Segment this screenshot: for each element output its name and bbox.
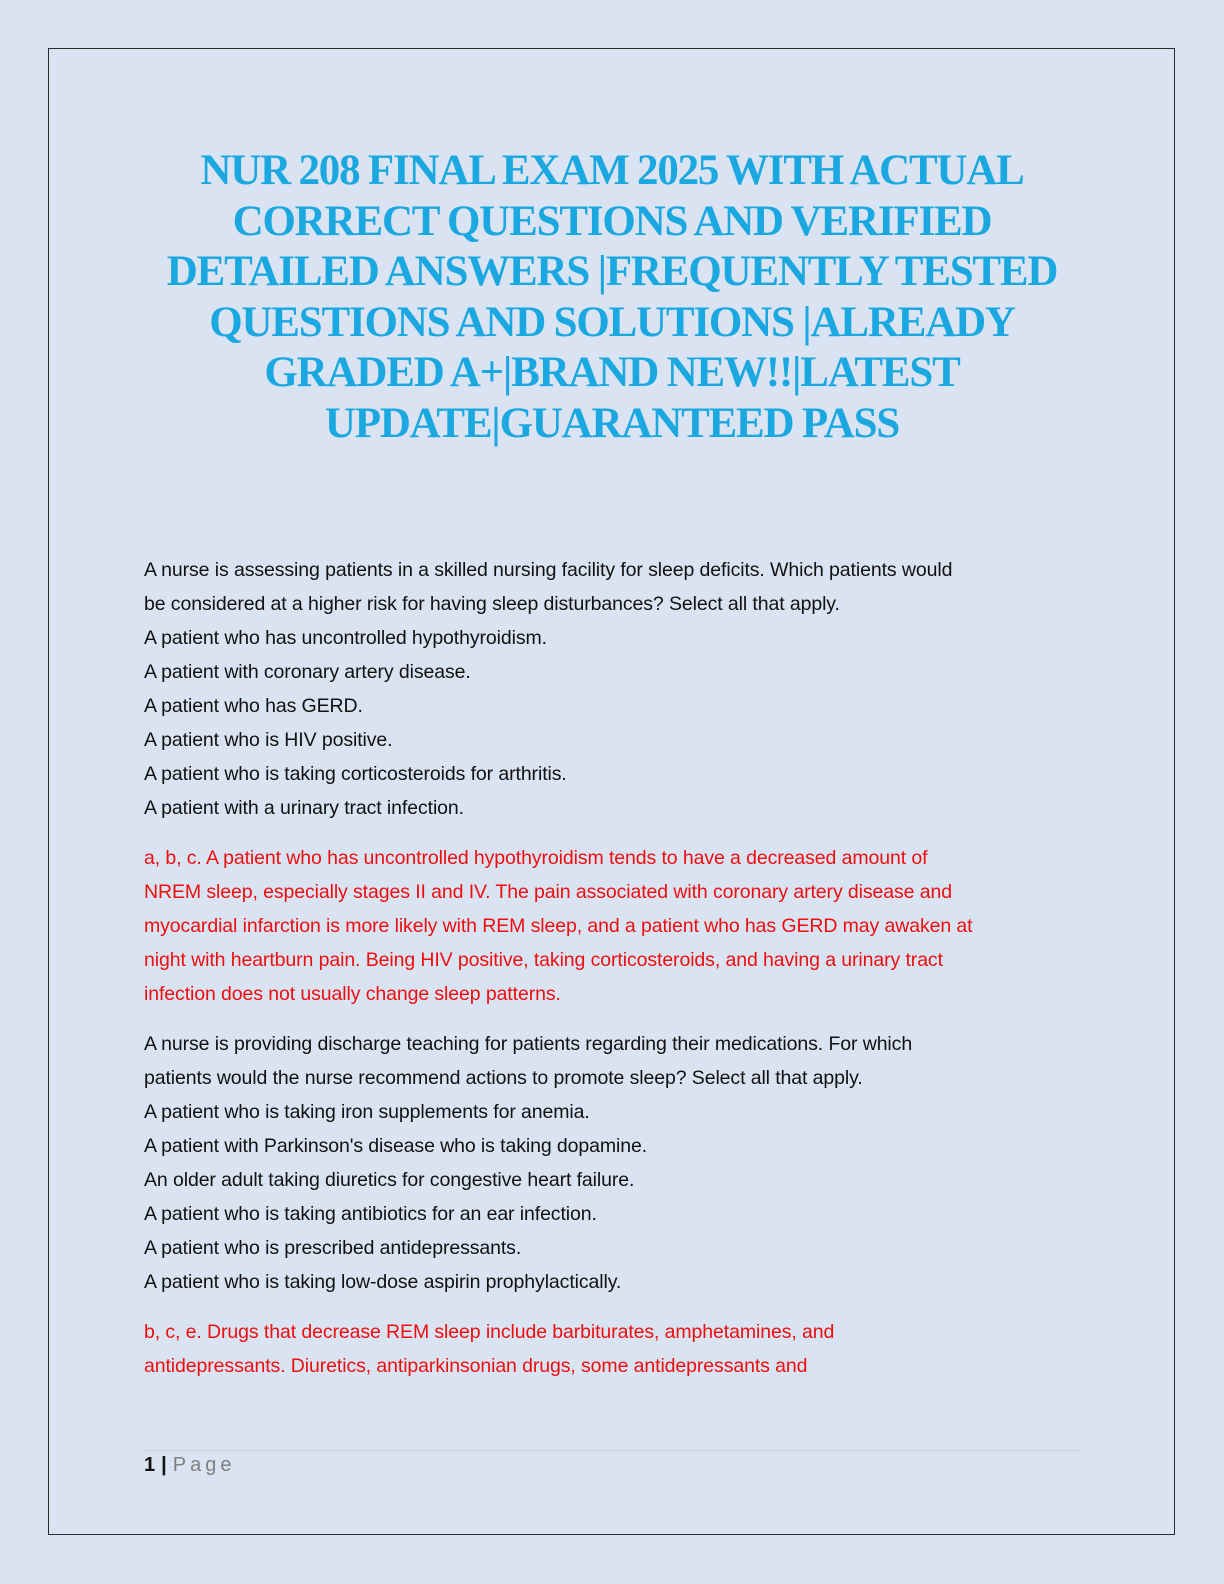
question-1-stem-line: be considered at a higher risk for having sleep disturbances? Select all that apply. (144, 593, 840, 615)
question-2-option: An older adult taking diuretics for congestive heart failure. (144, 1169, 635, 1191)
question-2-stem-line: patients would the nurse recommend actions to promote sleep? Select all that apply. (144, 1067, 863, 1089)
page-number: 1 (144, 1454, 156, 1476)
answer-1-line: night with heartburn pain. Being HIV positive, taking corticosteroids, and having a urinary tract (144, 949, 943, 971)
question-1-option: A patient who has uncontrolled hypothyroidism. (144, 627, 547, 649)
document-title (140, 146, 1084, 449)
question-2-option: A patient who is taking low-dose aspirin prophylactically. (144, 1271, 622, 1293)
answer-2 (144, 1315, 1094, 1383)
question-1-option: A patient who is HIV positive. (144, 729, 393, 751)
answer-2-line: antidepressants. Diuretics, antiparkinsonian drugs, some antidepressants and (144, 1355, 808, 1377)
answer-1-line: a, b, c. A patient who has uncontrolled hypothyroidism tends to have a decreased amount of (144, 847, 928, 869)
question-1-option: A patient who has GERD. (144, 695, 363, 717)
page-footer (144, 1453, 235, 1477)
answer-1-line: infection does not usually change sleep patterns. (144, 983, 561, 1005)
question-1-option: A patient with coronary artery disease. (144, 661, 471, 683)
page-label: Page (172, 1454, 236, 1476)
footer-divider (144, 1450, 1082, 1451)
title-line: UPDATE|GUARANTEED PASS (324, 399, 900, 447)
question-2-stem-line: A nurse is providing discharge teaching for patients regarding their medications. For which (144, 1033, 913, 1055)
question-2-option: A patient who is prescribed antidepressants. (144, 1237, 522, 1259)
title-line: DETAILED ANSWERS |FREQUENTLY TESTED (166, 248, 1058, 295)
question-1-stem-line: A nurse is assessing patients in a skilled nursing facility for sleep deficits. Which patients would (144, 559, 953, 581)
question-1 (144, 553, 1094, 825)
title-line: NUR 208 FINAL EXAM 2025 WITH ACTUAL (200, 147, 1024, 194)
title-line: QUESTIONS AND SOLUTIONS |ALREADY (209, 298, 1015, 346)
question-2-option: A patient who is taking iron supplements for anemia. (144, 1101, 590, 1123)
footer-separator: | (161, 1454, 167, 1476)
answer-1-line: NREM sleep, especially stages II and IV. The pain associated with coronary artery disease and (144, 881, 952, 903)
question-2-option: A patient who is taking antibiotics for an ear infection. (144, 1203, 597, 1225)
title-line: GRADED A+|BRAND NEW!!|LATEST (264, 349, 960, 396)
question-1-option: A patient who is taking corticosteroids for arthritis. (144, 763, 567, 785)
question-1-option: A patient with a urinary tract infection. (144, 797, 464, 819)
answer-2-line: b, c, e. Drugs that decrease REM sleep include barbiturates, amphetamines, and (144, 1321, 835, 1343)
answer-1 (144, 841, 1094, 1011)
question-2 (144, 1027, 1094, 1299)
title-line: CORRECT QUESTIONS AND VERIFIED (232, 197, 992, 245)
answer-1-line: myocardial infarction is more likely with REM sleep, and a patient who has GERD may awaken at (144, 915, 973, 937)
question-2-option: A patient with Parkinson's disease who is taking dopamine. (144, 1135, 648, 1157)
document-body (144, 553, 1094, 1399)
